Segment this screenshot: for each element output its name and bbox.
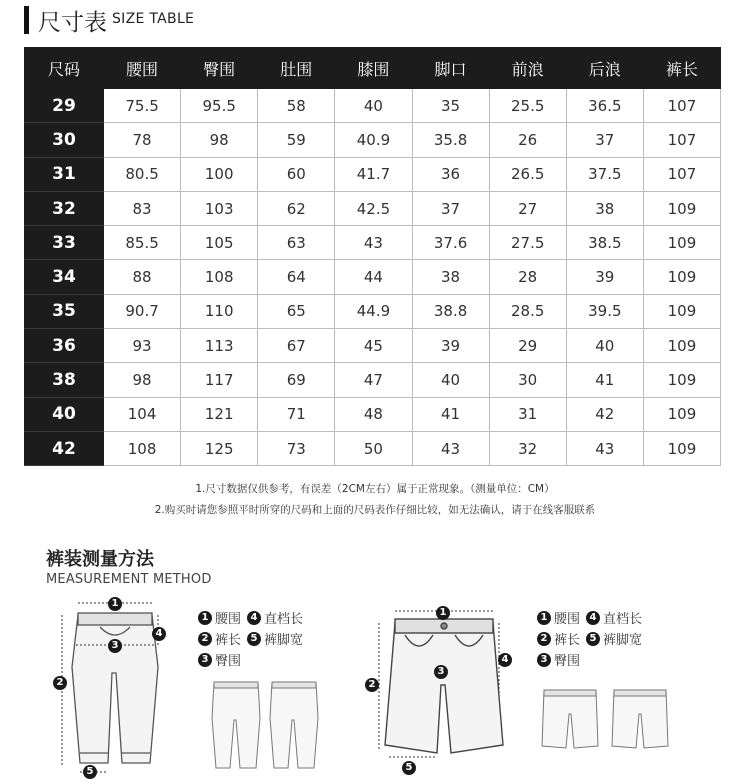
legend-item — [586, 629, 642, 648]
shorts-marker-hip: 3 — [434, 665, 448, 679]
table-cell: 35 — [412, 89, 489, 123]
table-cell: 39 — [412, 329, 489, 363]
table-cell: 104 — [104, 397, 181, 431]
table-cell: 109 — [643, 329, 720, 363]
column-header: 臀围 — [181, 48, 258, 89]
table-cell: 83 — [104, 191, 181, 225]
legend-item — [586, 608, 642, 627]
table-cell: 69 — [258, 363, 335, 397]
size-label-cell: 30 — [25, 123, 104, 157]
table-cell: 42.5 — [335, 191, 412, 225]
table-cell: 109 — [643, 363, 720, 397]
legend-item — [537, 608, 580, 627]
table-cell: 121 — [181, 397, 258, 431]
table-cell: 95.5 — [181, 89, 258, 123]
shorts-marker-rise: 4 — [498, 653, 512, 667]
legend-label: 裤长 — [554, 633, 581, 648]
table-cell: 40 — [566, 329, 643, 363]
table-row — [25, 431, 721, 465]
note-1: 1.尺寸数据仅供参考，有误差（2CM左右）属于正常现象。（测量单位：CM） — [195, 483, 555, 495]
table-cell: 29 — [489, 329, 566, 363]
title-accent-bar — [24, 6, 29, 34]
table-cell: 39 — [566, 260, 643, 294]
shorts-thumbnail-back — [610, 688, 670, 750]
table-row — [25, 329, 721, 363]
legend-label: 直档长 — [264, 612, 304, 627]
table-cell: 109 — [643, 431, 720, 465]
table-row — [25, 191, 721, 225]
table-cell: 109 — [643, 191, 720, 225]
table-cell: 47 — [335, 363, 412, 397]
table-cell: 93 — [104, 329, 181, 363]
table-cell: 38 — [412, 260, 489, 294]
table-cell: 107 — [643, 157, 720, 191]
size-label-cell: 32 — [25, 191, 104, 225]
table-cell: 37 — [412, 191, 489, 225]
marker-waist: 1 — [108, 597, 122, 611]
table-cell: 59 — [258, 123, 335, 157]
table-cell: 62 — [258, 191, 335, 225]
legend-number-badge: 5 — [586, 632, 600, 646]
table-cell: 30 — [489, 363, 566, 397]
table-cell: 98 — [104, 363, 181, 397]
table-cell: 39.5 — [566, 294, 643, 328]
shorts-measurement-diagram — [375, 605, 515, 765]
table-row — [25, 123, 721, 157]
page-subtitle: SIZE TABLE — [112, 11, 195, 27]
table-row — [25, 260, 721, 294]
table-cell: 117 — [181, 363, 258, 397]
column-header: 前浪 — [489, 48, 566, 89]
table-cell: 36 — [412, 157, 489, 191]
table-cell: 64 — [258, 260, 335, 294]
table-cell: 90.7 — [104, 294, 181, 328]
table-cell: 75.5 — [104, 89, 181, 123]
table-cell: 80.5 — [104, 157, 181, 191]
legend-label: 臀围 — [215, 654, 242, 669]
table-cell: 40 — [335, 89, 412, 123]
legend-item — [247, 608, 303, 627]
size-label-cell: 40 — [25, 397, 104, 431]
table-cell: 109 — [643, 397, 720, 431]
size-label-cell: 35 — [25, 294, 104, 328]
table-cell: 43 — [566, 431, 643, 465]
legend-label: 裤脚宽 — [264, 633, 304, 648]
size-label-cell: 29 — [25, 89, 104, 123]
table-cell: 44.9 — [335, 294, 412, 328]
marker-hip: 3 — [108, 639, 122, 653]
legend-number-badge: 2 — [537, 632, 551, 646]
table-cell: 109 — [643, 260, 720, 294]
shorts-marker-length: 2 — [365, 678, 379, 692]
column-header: 后浪 — [566, 48, 643, 89]
size-label-cell: 36 — [25, 329, 104, 363]
legend-number-badge: 3 — [198, 653, 212, 667]
legend-label: 臀围 — [554, 654, 581, 669]
legend-number-badge: 4 — [586, 611, 600, 625]
table-cell: 45 — [335, 329, 412, 363]
table-cell: 28.5 — [489, 294, 566, 328]
table-cell: 38 — [566, 191, 643, 225]
table-row — [25, 157, 721, 191]
legend-number-badge: 3 — [537, 653, 551, 667]
legend-item — [537, 629, 580, 648]
marker-length: 2 — [53, 676, 67, 690]
table-cell: 98 — [181, 123, 258, 157]
table-cell: 78 — [104, 123, 181, 157]
shorts-legend — [537, 607, 648, 670]
legend-label: 裤长 — [215, 633, 242, 648]
table-cell: 40.9 — [335, 123, 412, 157]
column-header: 膝围 — [335, 48, 412, 89]
table-cell: 27.5 — [489, 226, 566, 260]
size-label-cell: 31 — [25, 157, 104, 191]
table-cell: 26.5 — [489, 157, 566, 191]
table-cell: 37.6 — [412, 226, 489, 260]
table-row — [25, 89, 721, 123]
legend-number-badge: 1 — [537, 611, 551, 625]
legend-number-badge: 1 — [198, 611, 212, 625]
legend-number-badge: 5 — [247, 632, 261, 646]
pants-legend — [198, 607, 309, 670]
table-cell: 58 — [258, 89, 335, 123]
table-cell: 37 — [566, 123, 643, 157]
shorts-thumbnail-front — [540, 688, 600, 750]
measurement-subtitle: MEASUREMENT METHOD — [46, 572, 212, 587]
legend-label: 裤脚宽 — [603, 633, 643, 648]
table-cell: 43 — [335, 226, 412, 260]
table-cell: 103 — [181, 191, 258, 225]
table-row — [25, 226, 721, 260]
table-cell: 25.5 — [489, 89, 566, 123]
size-label-cell: 38 — [25, 363, 104, 397]
legend-label: 腰围 — [215, 612, 242, 627]
size-label-cell: 33 — [25, 226, 104, 260]
legend-item — [247, 629, 303, 648]
table-cell: 42 — [566, 397, 643, 431]
table-cell: 71 — [258, 397, 335, 431]
table-cell: 125 — [181, 431, 258, 465]
table-row — [25, 363, 721, 397]
table-cell: 65 — [258, 294, 335, 328]
table-cell: 48 — [335, 397, 412, 431]
table-cell: 107 — [643, 123, 720, 157]
table-cell: 60 — [258, 157, 335, 191]
column-header: 裤长 — [643, 48, 720, 89]
table-cell: 109 — [643, 226, 720, 260]
table-cell: 107 — [643, 89, 720, 123]
table-cell: 85.5 — [104, 226, 181, 260]
table-cell: 73 — [258, 431, 335, 465]
size-table — [24, 47, 721, 466]
table-cell: 35.8 — [412, 123, 489, 157]
table-cell: 32 — [489, 431, 566, 465]
table-row — [25, 294, 721, 328]
table-cell: 41 — [412, 397, 489, 431]
table-cell: 37.5 — [566, 157, 643, 191]
table-cell: 43 — [412, 431, 489, 465]
column-header: 尺码 — [25, 48, 104, 89]
legend-label: 直档长 — [603, 612, 643, 627]
table-cell: 108 — [104, 431, 181, 465]
table-cell: 100 — [181, 157, 258, 191]
table-cell: 36.5 — [566, 89, 643, 123]
size-label-cell: 42 — [25, 431, 104, 465]
page-title: 尺寸表 — [38, 10, 107, 36]
marker-rise: 4 — [152, 627, 166, 641]
table-cell: 105 — [181, 226, 258, 260]
table-cell: 108 — [181, 260, 258, 294]
table-cell: 28 — [489, 260, 566, 294]
legend-item — [198, 650, 241, 669]
table-cell: 88 — [104, 260, 181, 294]
shorts-marker-waist: 1 — [436, 606, 450, 620]
table-cell: 31 — [489, 397, 566, 431]
table-cell: 113 — [181, 329, 258, 363]
legend-number-badge: 4 — [247, 611, 261, 625]
table-cell: 63 — [258, 226, 335, 260]
table-cell: 44 — [335, 260, 412, 294]
table-header-row — [25, 48, 721, 89]
legend-number-badge: 2 — [198, 632, 212, 646]
pants-thumbnail-back — [268, 680, 320, 770]
shorts-marker-hem: 5 — [402, 761, 416, 775]
legend-item — [198, 608, 241, 627]
table-cell: 38.8 — [412, 294, 489, 328]
measurement-title: 裤装测量方法 — [46, 549, 154, 570]
table-cell: 38.5 — [566, 226, 643, 260]
table-cell: 67 — [258, 329, 335, 363]
legend-item — [537, 650, 580, 669]
column-header: 腰围 — [104, 48, 181, 89]
table-cell: 26 — [489, 123, 566, 157]
table-cell: 40 — [412, 363, 489, 397]
table-cell: 109 — [643, 294, 720, 328]
pants-thumbnail-front — [210, 680, 262, 770]
table-cell: 27 — [489, 191, 566, 225]
table-cell: 41.7 — [335, 157, 412, 191]
note-2: 2.购买时请您参照平时所穿的尺码和上面的尺码表作仔细比较，如无法确认，请于在线客服联系 — [154, 504, 596, 516]
marker-hem: 5 — [83, 765, 97, 779]
legend-label: 腰围 — [554, 612, 581, 627]
table-row — [25, 397, 721, 431]
column-header: 肚围 — [258, 48, 335, 89]
table-cell: 41 — [566, 363, 643, 397]
column-header: 脚口 — [412, 48, 489, 89]
table-cell: 110 — [181, 294, 258, 328]
legend-item — [198, 629, 241, 648]
size-label-cell: 34 — [25, 260, 104, 294]
table-cell: 50 — [335, 431, 412, 465]
